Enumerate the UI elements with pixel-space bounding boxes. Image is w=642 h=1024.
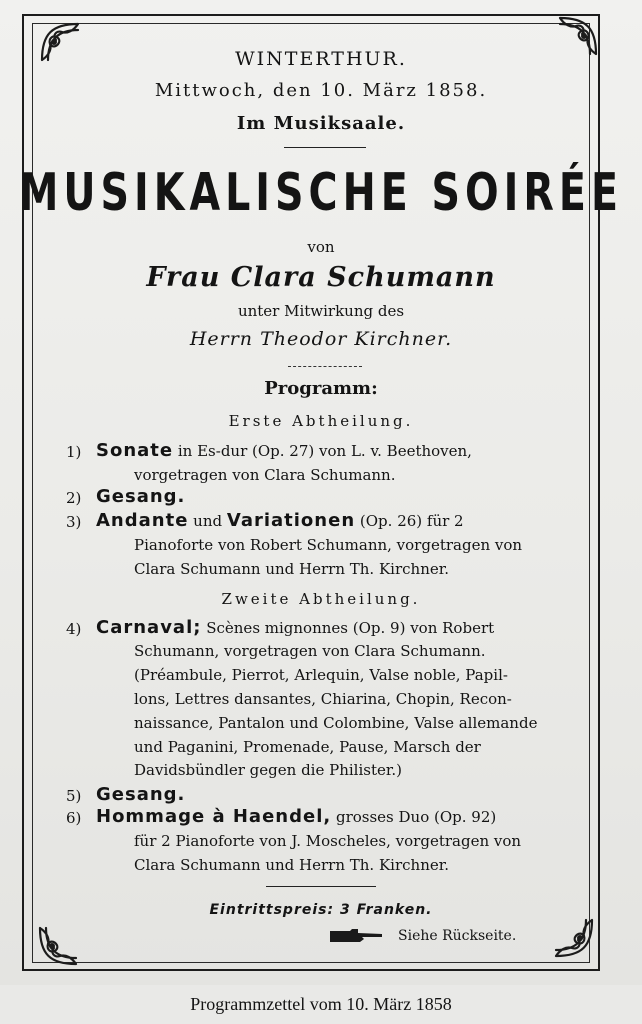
item-number: 1) xyxy=(66,443,82,461)
divider xyxy=(266,886,376,887)
item-text: (Op. 26) für 2 xyxy=(355,512,464,530)
item-number: 6) xyxy=(66,809,82,827)
part-one-heading: Erste Abtheilung. xyxy=(228,412,414,430)
von-label: von xyxy=(307,238,335,256)
item-continuation: vorgetragen von Clara Schumann. xyxy=(134,466,396,484)
corner-ornament-icon xyxy=(36,922,82,968)
item-continuation: Pianoforte von Robert Schumann, vorgetragen von xyxy=(134,536,523,554)
performer-name: Frau Clara Schumann xyxy=(146,262,496,293)
item-heading xyxy=(96,510,464,531)
item-continuation: naissance, Pantalon und Colombine, Valse allemande xyxy=(134,714,538,732)
item-continuation: und Paganini, Promenade, Pause, Marsch der xyxy=(134,738,481,756)
item-title: Carnaval; xyxy=(96,617,202,638)
item-title: Variationen xyxy=(226,510,356,531)
venue: Im Musiksaale. xyxy=(236,113,406,134)
item-text: in Es-dur (Op. 27) von L. v. Beethoven, xyxy=(173,442,472,460)
item-heading xyxy=(96,486,185,507)
item-heading xyxy=(96,617,494,638)
item-title: Sonate xyxy=(96,440,174,461)
item-title: Hommage à Haendel, xyxy=(96,806,332,827)
item-title: Andante xyxy=(96,510,189,531)
item-continuation: (Préambule, Pierrot, Arlequin, Valse noble, Papil- xyxy=(134,666,508,684)
pointing-hand-icon xyxy=(328,927,384,945)
page-title: MUSIKALISCHE SOIRÉE xyxy=(19,163,623,224)
item-continuation: für 2 Pianoforte von J. Moscheles, vorgetragen von xyxy=(134,832,522,850)
city-heading: WINTERTHUR. xyxy=(235,48,407,70)
admission-price: Eintrittspreis: 3 Franken. xyxy=(209,902,433,918)
item-number: 3) xyxy=(66,513,82,531)
item-continuation: lons, Lettres dansantes, Chiarina, Chopin, Recon- xyxy=(134,690,512,708)
item-text: Scènes mignonnes (Op. 9) von Robert xyxy=(201,619,495,637)
item-title: Gesang. xyxy=(96,486,186,507)
divider xyxy=(288,366,362,367)
item-continuation: Schumann, vorgetragen von Clara Schumann. xyxy=(134,642,486,660)
item-heading xyxy=(96,784,185,805)
item-number: 2) xyxy=(66,489,82,507)
with-label: unter Mitwirkung des xyxy=(237,302,405,320)
item-title: Gesang. xyxy=(96,784,186,805)
item-number: 4) xyxy=(66,620,82,638)
item-number: 5) xyxy=(66,787,82,805)
item-text: grosses Duo (Op. 92) xyxy=(331,808,497,826)
guest-name: Herrn Theodor Kirchner. xyxy=(189,328,453,350)
see-back-note: Siehe Rückseite. xyxy=(398,928,517,944)
program-heading: Programm: xyxy=(264,378,378,399)
corner-ornament-icon xyxy=(550,914,596,960)
item-continuation: Clara Schumann und Herrn Th. Kirchner. xyxy=(134,856,450,874)
part-two-heading: Zweite Abtheilung. xyxy=(221,590,421,608)
item-heading xyxy=(96,440,472,461)
item-continuation: Clara Schumann und Herrn Th. Kirchner. xyxy=(134,560,450,578)
item-continuation: Davidsbündler gegen die Philister.) xyxy=(134,761,403,779)
caption: Programmzettel vom 10. März 1858 xyxy=(190,994,452,1014)
item-text: und xyxy=(188,512,227,530)
divider xyxy=(284,147,366,148)
item-heading xyxy=(96,806,496,827)
concert-date: Mittwoch, den 10. März 1858. xyxy=(154,80,488,101)
